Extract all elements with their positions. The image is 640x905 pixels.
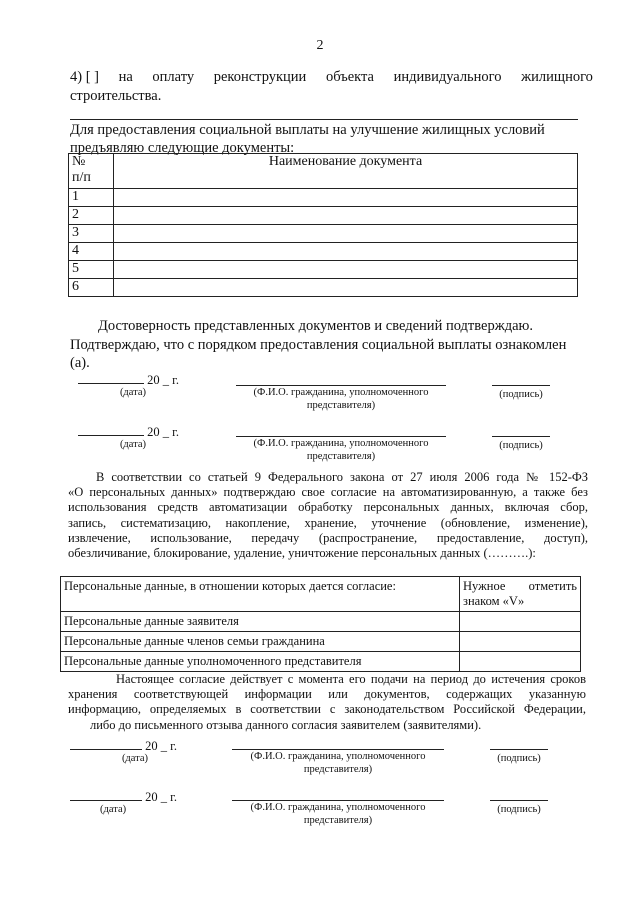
signature-date-block: [78, 372, 188, 412]
date-caption: (дата): [121, 753, 149, 764]
consent-line: В соответствии со статьей 9 Федерального закона от 27 июля 2006 года № 152-ФЗ: [96, 470, 588, 484]
consent-line: запись, систематизацию, накопление, хранение, уточнение (обновление, изменение),: [68, 515, 588, 530]
sign-caption: (подпись): [497, 804, 541, 815]
item4-word: объекта: [325, 69, 374, 85]
col-name-header: Наименование документа: [114, 154, 578, 189]
row-number: 4: [69, 243, 114, 261]
fio-caption-line2: представителя): [306, 400, 376, 411]
table-row: [69, 225, 578, 243]
document-name-cell[interactable]: [114, 261, 578, 279]
mark-instruction-line2: знаком «V»: [463, 594, 525, 608]
document-name-cell[interactable]: [114, 207, 578, 225]
validity-line: хранения соответствующей информации или документов, содержащих указанную: [68, 687, 586, 702]
sign-block: [492, 436, 550, 452]
confirm-line1: Достоверность представленных документов и сведений подтверждаю.: [98, 318, 533, 334]
personal-data-label: Персональные данные членов семьи гражданина: [61, 632, 460, 652]
mark-checkbox-cell[interactable]: [460, 612, 581, 632]
date-field[interactable]: [70, 789, 142, 801]
table-row: [69, 207, 578, 225]
table-row: [61, 612, 581, 632]
fio-block: [232, 800, 444, 827]
fio-block: [232, 749, 444, 776]
col-num-label2: п/п: [72, 170, 91, 185]
personal-table-header: [61, 577, 581, 612]
table-row: [69, 261, 578, 279]
signature-field[interactable]: [492, 385, 550, 386]
consent-line: использования средств автоматизации обработку персональных данных, включая сбор,: [68, 500, 588, 515]
personal-data-label: Персональные данные уполномоченного представителя: [61, 652, 460, 672]
date-caption: (дата): [119, 387, 147, 398]
year-label: 20 _ г.: [147, 373, 179, 387]
signature-field[interactable]: [490, 800, 548, 801]
signature-date-block: [70, 789, 182, 829]
document-name-cell[interactable]: [114, 279, 578, 297]
personal-data-label: Персональные данные заявителя: [61, 612, 460, 632]
fio-caption-line1: (Ф.И.О. гражданина, уполномоченного: [250, 751, 426, 762]
validity-line: информацию, определяемых в соответствии с законодательством Российской Федерации,: [68, 702, 586, 717]
confirm-line2: Подтверждаю, что с порядком предоставления социальной выплаты ознакомлен: [70, 337, 567, 353]
document-name-cell[interactable]: [114, 225, 578, 243]
documents-intro-line2: предъявляю следующие документы:: [70, 140, 295, 156]
fio-block: [236, 385, 446, 412]
item4-word: на: [118, 69, 133, 85]
table-row: [61, 632, 581, 652]
date-field[interactable]: [70, 738, 142, 750]
consent-line: извлечение, использование, передачу (распространение, предоставление, доступ),: [68, 530, 588, 545]
date-field[interactable]: [78, 424, 144, 436]
signature-date-block: [78, 424, 188, 464]
date-caption: (дата): [100, 804, 127, 815]
row-number: 2: [69, 207, 114, 225]
document-name-cell[interactable]: [114, 243, 578, 261]
date-field[interactable]: [78, 372, 144, 384]
signature-field[interactable]: [492, 436, 550, 437]
personal-header-left: Персональные данные, в отношении которых дается согласие:: [61, 577, 460, 612]
table-row: [69, 279, 578, 297]
sign-block: [490, 749, 548, 765]
page-number: 2: [316, 38, 324, 53]
mark-checkbox-cell[interactable]: [460, 632, 581, 652]
mark-instruction-line1: Нужное отметить: [463, 579, 577, 593]
confirm-line3: (а).: [70, 355, 90, 371]
consent-line: «О персональных данных» подтверждаю свое согласие на автоматизированную, а также без: [68, 485, 588, 500]
consent-last-line: обезличивание, блокирование, удаление, уничтожение персональных данных (……….):: [68, 546, 536, 561]
consent-paragraph: [68, 470, 588, 561]
documents-table-header: [69, 154, 578, 189]
personal-header-right: [460, 577, 581, 612]
row-number: 1: [69, 189, 114, 207]
separator-line: [70, 119, 578, 120]
item4-checkbox[interactable]: 4) [ ]: [70, 69, 99, 85]
table-row: [69, 243, 578, 261]
personal-data-table: [60, 576, 581, 672]
sign-caption: (подпись): [497, 753, 541, 764]
row-number: 6: [69, 279, 114, 297]
item4-line2: строительства.: [70, 88, 162, 104]
validity-paragraph: [68, 672, 586, 733]
documents-intro-line1: Для предоставления социальной выплаты на улучшение жилищных условий: [70, 122, 545, 138]
item4-word: индивидуального: [393, 69, 502, 85]
documents-intro: [70, 121, 580, 157]
table-row: [69, 189, 578, 207]
documents-table: [68, 153, 578, 297]
signature-date-block: [70, 738, 182, 778]
sign-block: [492, 385, 550, 401]
row-number: 3: [69, 225, 114, 243]
fio-caption-line2: представителя): [306, 451, 376, 462]
year-label: 20 _ г.: [145, 790, 177, 804]
fio-caption-line1: (Ф.И.О. гражданина, уполномоченного: [250, 802, 426, 813]
item4-word: оплату: [152, 69, 195, 85]
sign-caption: (подпись): [499, 389, 543, 400]
document-name-cell[interactable]: [114, 189, 578, 207]
fio-caption-line2: представителя): [303, 764, 373, 775]
row-number: 5: [69, 261, 114, 279]
col-num-label: №: [72, 154, 86, 169]
fio-block: [236, 436, 446, 463]
item4-word: реконструкции: [213, 69, 307, 85]
date-caption: (дата): [119, 439, 147, 450]
validity-last-line: либо до письменного отзыва данного согласия заявителем (заявителями).: [90, 717, 482, 732]
fio-caption-line1: (Ф.И.О. гражданина, уполномоченного: [253, 387, 429, 398]
sign-caption: (подпись): [499, 440, 543, 451]
mark-checkbox-cell[interactable]: [460, 652, 581, 672]
item4-word: жилищного: [521, 69, 593, 85]
table-row: [61, 652, 581, 672]
fio-caption-line2: представителя): [303, 815, 373, 826]
year-label: 20 _ г.: [147, 425, 179, 439]
signature-field[interactable]: [490, 749, 548, 750]
item4-line1: [70, 68, 593, 86]
sign-block: [490, 800, 548, 816]
col-num-header: [69, 154, 114, 189]
fio-caption-line1: (Ф.И.О. гражданина, уполномоченного: [253, 438, 429, 449]
year-label: 20 _ г.: [145, 739, 177, 753]
validity-line: Настоящее согласие действует с момента его подачи на период до истечения сроков: [116, 672, 586, 686]
